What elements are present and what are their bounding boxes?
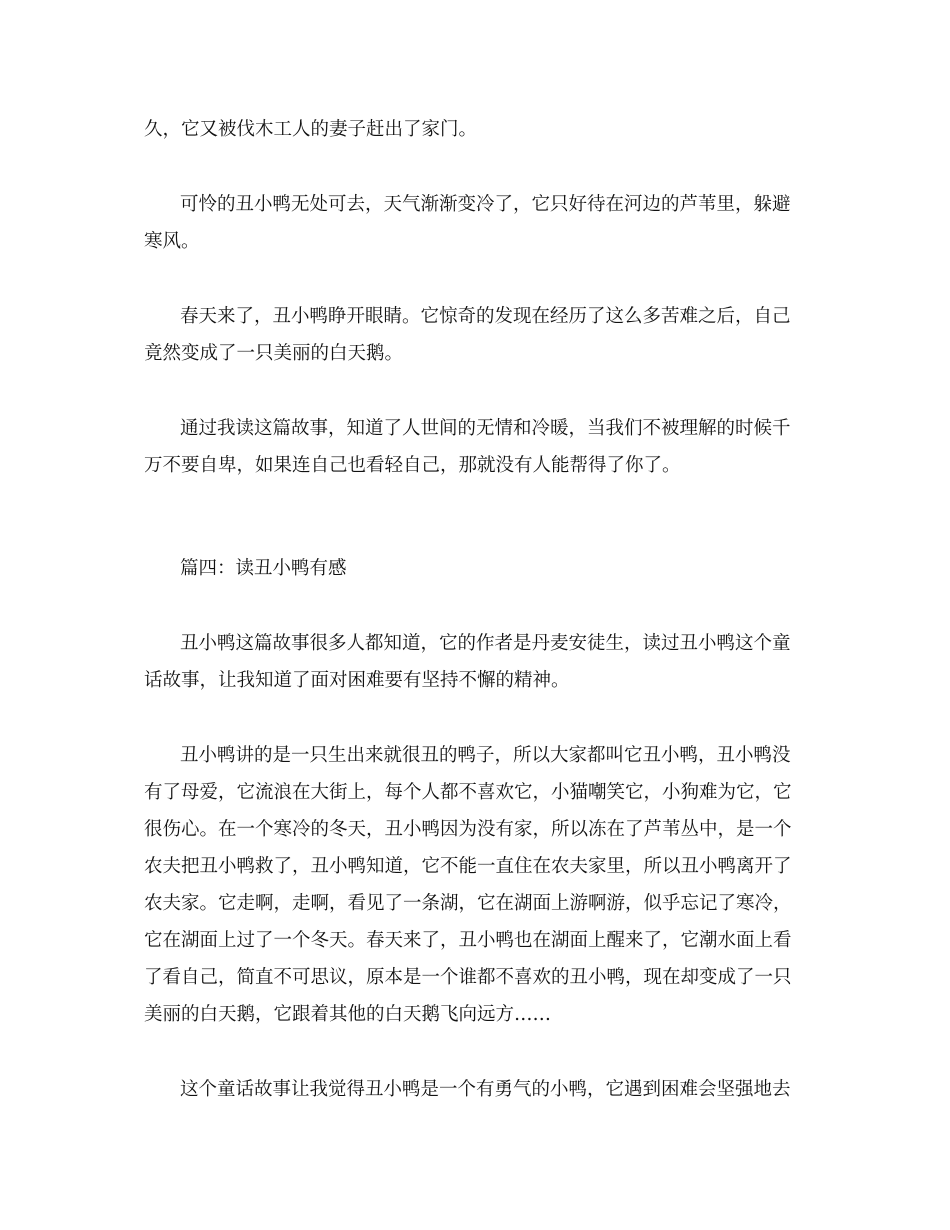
paragraph-line: 有了母爱，它流浪在大街上，每个人都不喜欢它，小猫嘲笑它，小狗难为它，它 [144, 782, 792, 803]
paragraph-line: 了看自己，简直不可思议，原本是一个谁都不喜欢的丑小鸭，现在却变成了一只 [144, 967, 792, 988]
paragraph-line: 它在湖面上过了一个冬天。春天来了，丑小鸭也在湖面上醒来了，它潮水面上看 [144, 930, 792, 951]
paragraph-line: 丑小鸭讲的是一只生出来就很丑的鸭子，所以大家都叫它丑小鸭，丑小鸭没 [180, 745, 791, 766]
paragraph-line: 话故事，让我知道了面对困难要有坚持不懈的精神。 [144, 670, 570, 691]
paragraph-line: 万不要自卑，如果连自己也看轻自己，那就没有人能帮得了你了。 [144, 455, 681, 476]
paragraph-line: 久，它又被伐木工人的妻子赶出了家门。 [144, 119, 478, 140]
paragraph-line: 寒风。 [144, 231, 200, 252]
section-heading: 篇四：读丑小鸭有感 [180, 558, 347, 579]
paragraph-line: 可怜的丑小鸭无处可去，天气渐渐变冷了，它只好待在河边的芦苇里，躲避 [180, 194, 791, 215]
paragraph-line: 很伤心。在一个寒冷的冬天，丑小鸭因为没有家，所以冻在了芦苇丛中，是一个 [144, 819, 792, 840]
paragraph-line: 丑小鸭这篇故事很多人都知道，它的作者是丹麦安徒生，读过丑小鸭这个童 [180, 633, 791, 654]
paragraph-line: 美丽的白天鹅，它跟着其他的白天鹅飞向远方…… [144, 1004, 552, 1025]
paragraph-line: 通过我读这篇故事，知道了人世间的无情和冷暖，当我们不被理解的时候千 [180, 418, 791, 439]
paragraph-line: 春天来了，丑小鸭睁开眼睛。它惊奇的发现在经历了这么多苦难之后，自己 [180, 306, 791, 327]
paragraph-line: 农夫家。它走啊，走啊，看见了一条湖，它在湖面上游啊游，似乎忘记了寒冷， [144, 893, 792, 914]
paragraph-line: 竟然变成了一只美丽的白天鹅。 [144, 343, 404, 364]
paragraph-line: 农夫把丑小鸭救了，丑小鸭知道，它不能一直住在农夫家里，所以丑小鸭离开了 [144, 856, 792, 877]
paragraph-line: 这个童话故事让我觉得丑小鸭是一个有勇气的小鸭，它遇到困难会坚强地去 [180, 1079, 791, 1100]
